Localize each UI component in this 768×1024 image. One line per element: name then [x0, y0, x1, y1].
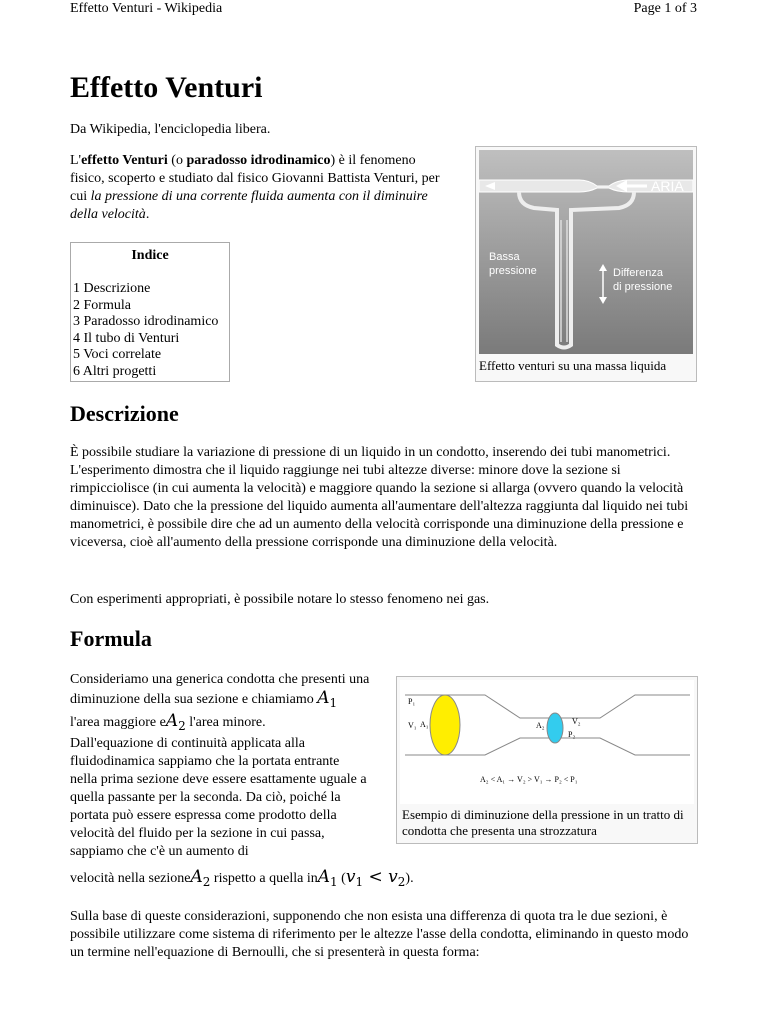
toc-item[interactable]: 3 Paradosso idrodinamico: [73, 314, 219, 329]
section-heading-descrizione: Descrizione: [70, 401, 179, 426]
math-a2: $A_2$: [190, 867, 211, 889]
formula-paragraph: Consideriamo una generica condotta che presenti una diminuzione della sua sezione e chiamiamo $A_1$ l'area maggiore $eA_2$ l'area minore. Dall'equazione di continuità applicata alla fluidodinamica sappiamo che la portata entrante nella prima sezione deve essere esattamente uguale a quella passante per la seconda. Da ciò, poiché la portata può essere espressa come prodotto della velocità del fluido per la sezione in cui passa, sappiamo che c'è un aumento di: [70, 672, 370, 859]
toc-item[interactable]: 5 Voci correlate: [73, 347, 162, 362]
table-of-contents: [70, 242, 230, 382]
p2-label: P₂: [568, 730, 576, 739]
toc-item[interactable]: 1 Descrizione: [73, 281, 151, 296]
di-pressione-label: di pressione: [613, 281, 673, 293]
toc-title: Indice: [131, 248, 169, 263]
page-number: Page 1 of 3: [633, 1, 697, 16]
descrizione-paragraph: È possibile studiare la variazione di pressione di un liquido in un condotto, inserendo dei tubi manometrici. L'esperimento dimostra che il liquido raggiunge nei tubi altezze diverse: minore dove la sezione si rimpicciolisce (in cui aumenta la velocità) e maggiore quando la sezione si allarga (ovvero quando la velocità diminuisce). Dato che la pressione del liquido aumenta all'aumentare dell'altezza raggiunta dal liquido nei tubi manometrici, è possibile dire che ad un aumento della velocità corrisponde una diminuzione della pressione e viceversa, cioè all'aumento della pressione corrisponde una diminuzione della velocità.: [70, 445, 689, 550]
page-header-title: Effetto Venturi - Wikipedia: [70, 1, 223, 16]
subtitle: Da Wikipedia, l'enciclopedia libera.: [70, 122, 271, 137]
venturi-liquid-photo: [479, 150, 693, 354]
figure-caption: Esempio di diminuzione della pressione in un tratto di condotta che presenta una strozzatura: [402, 807, 684, 838]
page-title: Effetto Venturi: [70, 71, 263, 104]
aria-label: ARIA: [651, 178, 684, 194]
relation-label: A₂ < A₁ → V₂ > V₁ → P₂ < P₁: [480, 775, 578, 784]
toc-item[interactable]: 6 Altri progetti: [73, 363, 157, 379]
pressione-label: pressione: [489, 265, 537, 277]
math-velocity-inequality: $v_1 < v_2$: [345, 867, 406, 889]
a1-label: A₁: [420, 720, 429, 729]
small-section-ellipse: [547, 713, 563, 743]
constriction-diagram: [400, 680, 694, 804]
intro-paragraph: L'effetto Venturi (o paradosso idrodinamico) è il fenomeno fisico, scoperto e studiato dal fisico Giovanni Battista Venturi, per cui la pressione di una corrente fluida aumenta con il diminuire della velocità.: [70, 153, 440, 222]
math-a2: $A_2$: [165, 711, 186, 733]
a2-label: A₂: [536, 721, 545, 730]
v1-label: V₁: [408, 721, 417, 730]
differenza-label: Differenza: [613, 267, 663, 279]
math-a1: $A_1$: [317, 688, 338, 710]
bold-term: effetto Venturi: [81, 153, 168, 168]
bassa-label: Bassa: [489, 251, 520, 263]
descrizione-paragraph-gas: Con esperimenti appropriati, è possibile notare lo stesso fenomeno nei gas.: [70, 592, 490, 607]
figure-caption: Effetto venturi su una massa liquida: [479, 358, 667, 373]
p1-label: P₁: [408, 697, 416, 706]
large-section-ellipse: [430, 695, 460, 755]
math-a1: $A_1$: [317, 867, 338, 889]
constriction-diagram-figure: [396, 676, 698, 844]
toc-item[interactable]: 2 Formula: [73, 297, 131, 313]
bold-term: paradosso idrodinamico: [186, 153, 331, 168]
section-heading-formula: Formula: [70, 626, 152, 651]
toc-item[interactable]: 4 Il tubo di Venturi: [73, 330, 180, 346]
v2-label: V₂: [572, 717, 581, 726]
italic-definition: la pressione di una corrente fluida aumenta con il diminuire della velocità: [70, 189, 428, 222]
formula-conclusion: velocità nella sezioneA$_2$ rispetto a quella inA$_1$ $(v_1 < v_2)$.: [70, 867, 414, 889]
bernoulli-intro-paragraph: Sulla base di queste considerazioni, supponendo che non esista una differenza di quota tra le due sezioni, è possibile utilizzare come sistema di riferimento per le altezze l'asse della condotta, eliminando in questo modo un termine nell'equazione di Bernoulli, che si presenterà in questa forma:: [70, 909, 689, 960]
venturi-photo-figure: [475, 146, 697, 382]
